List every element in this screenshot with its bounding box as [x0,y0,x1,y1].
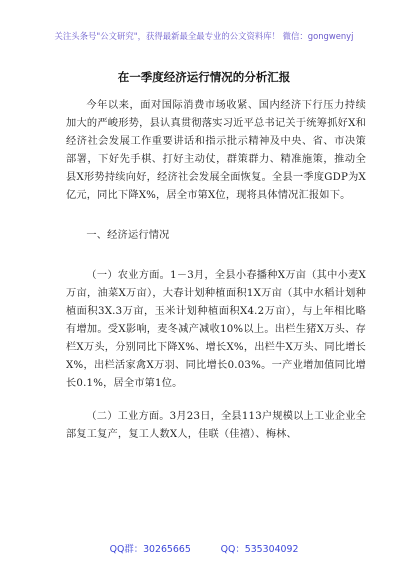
footer-qq-group: QQ群：30265665 [109,544,191,555]
agriculture-paragraph: （一）农业方面。1－3月，全县小春播种X万亩（其中小麦X万亩，油菜X万亩），大春计划种植面积1X万亩（其中水稻计划种植面积3X.3万亩，玉米计划种植面积X4.2万亩），与上年相比略有增加。受X影响，麦冬减产减收10%以上。出栏生猪X万头、存栏X万头，分别同比下降X%、增长X%，出栏牛X万头、同比增长X%，出栏活家禽X万羽、同比增长0.03%。一产业增加值同比增长0.1%，居全市第1位。 [66,270,366,389]
footer-banner [0,541,408,555]
document-title: 在一季度经济运行情况的分析汇报 [117,70,291,84]
footer-qq: QQ：535304092 [220,544,299,555]
header-banner: 关注头条号"公文研究"，获得最新最全最专业的公文资料库！ 微信：gongwenyj [54,31,354,41]
intro-paragraph: 今年以来，面对国际消费市场收紧、国内经济下行压力持续加大的严峻形势，县认真贯彻落实习近平总书记关于统筹抓好X和经济社会发展工作重要讲话和指示批示精神及中央、省、市决策部署，下好先手棋、打好主动仗，群策群力、精准施策，推动全县X形势持续向好，经济社会发展全面恢复。全县一季度GDP为X亿元，同比下降X%，居全市第X位，现将具体情况汇报如下。 [66,100,366,201]
document-body [66,97,366,444]
industry-paragraph: （二）工业方面。3月23日，全县113户规模以上工业企业全部复工复产，复工人数X人，佳联（佳禧）、梅林、 [66,411,366,440]
section-heading: 一、经济运行情况 [86,230,170,241]
